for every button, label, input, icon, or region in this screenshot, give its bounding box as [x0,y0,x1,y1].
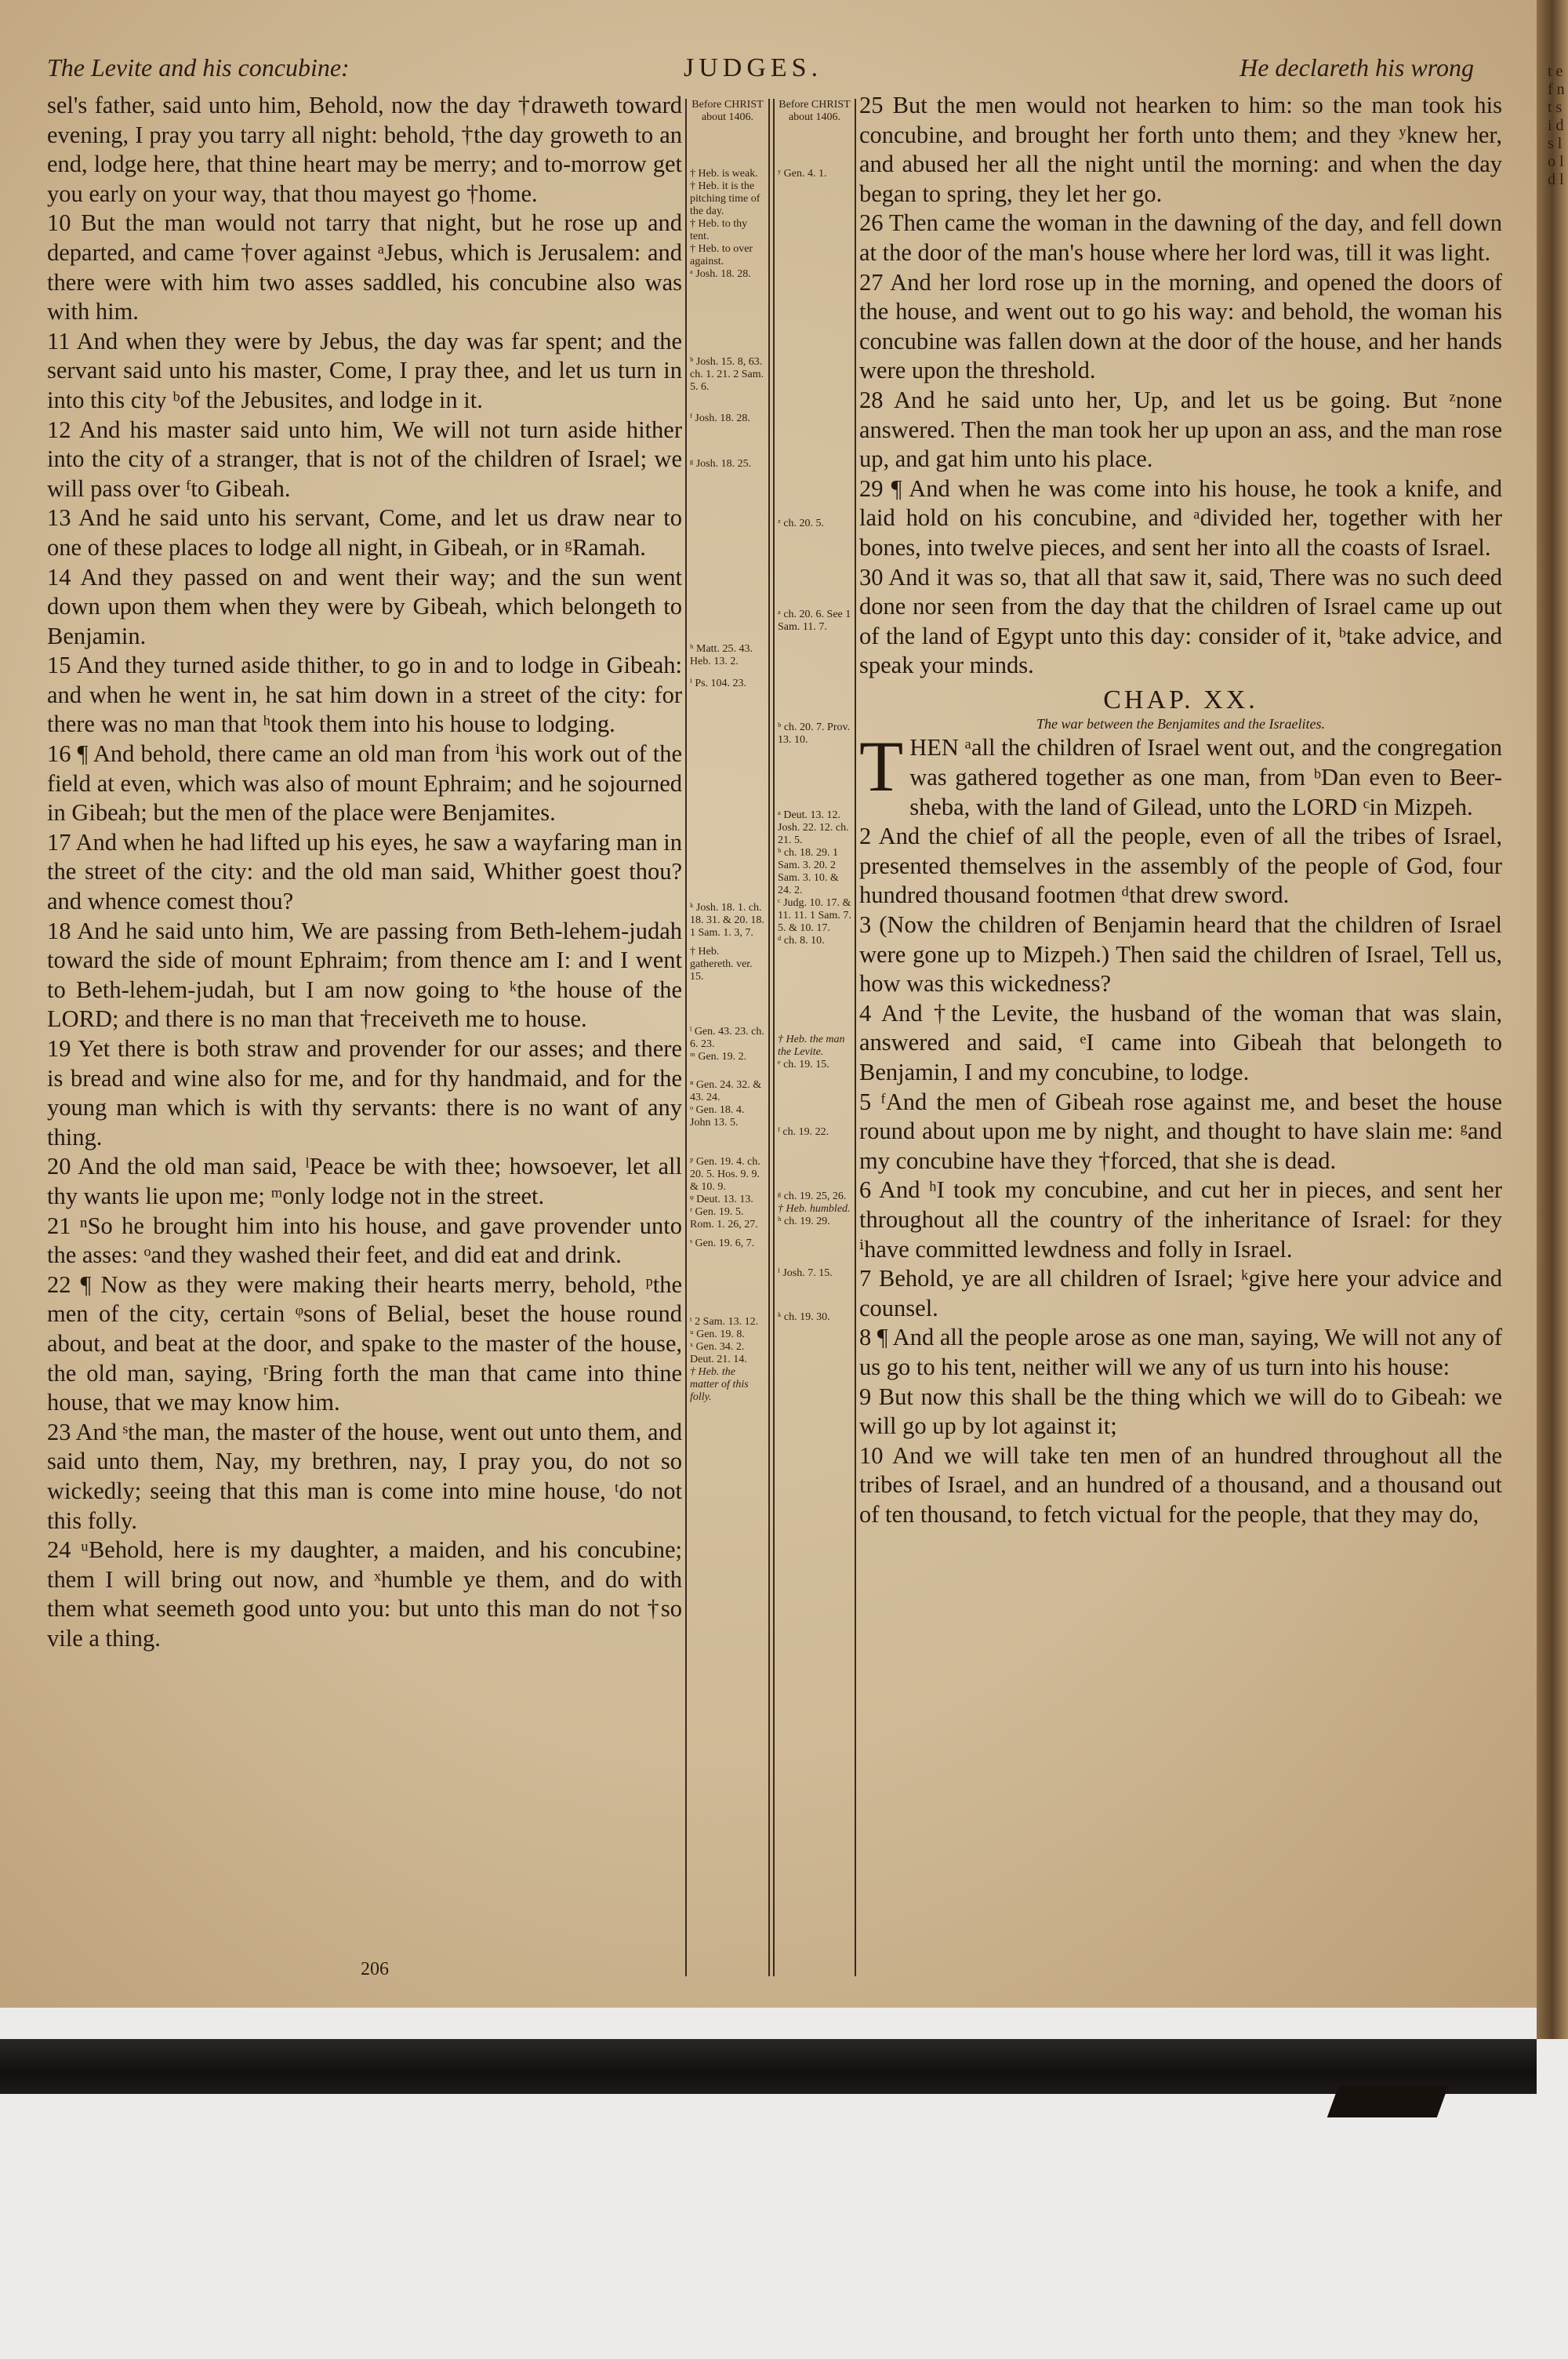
verse-text: 13 And he said unto his servant, Come, and let us draw near to one of these places to lodge all night, in Gibeah, or in ᵍRamah. [47,504,682,561]
verse-text: 10 And we will take ten men of an hundred throughout all the tribes of Israel, and an hundred of a thousand, and a thousand out of ten thousand, to fetch victual for the people, that they may do, [859,1441,1502,1528]
verse-text: 17 And when he had lifted up his eyes, he saw a wayfaring man in the street of the city: and the old man said, Whither goest thou? and whence comest thou? [47,828,682,915]
drop-cap: T [859,726,904,807]
margin-note: ʸ Gen. 4. 1. [778,168,827,180]
page-number: 206 [361,1959,389,1979]
margin-note: ᵍ ch. 19. 25, 26. [778,1190,847,1202]
verse-text: 12 And his master said unto him, We will not turn aside hither into the city of a stranger, that is not of the children of Israel; we will pass over ᶠto Gibeah. [47,416,682,502]
margin-note: ⁿ Gen. 24. 32. & 43. 24. [690,1079,762,1103]
margin-note: ᶜ Judg. 10. 17. & 11. 11. 1 Sam. 7. 5. & 10. 17. [778,897,851,934]
margin-notes-left [690,168,765,1404]
margin-note: † Heb. to thy tent. [690,218,748,242]
margin-note: ˢ Gen. 19. 6, 7. [690,1238,755,1249]
margin-rule [773,99,775,1976]
margin-note: ᵃ Deut. 13. 12. Josh. 22. 12. ch. 21. 5. [778,809,849,846]
margin-note: ᵠ Deut. 13. 13. [690,1194,753,1205]
margin-note: ᵐ Gen. 19. 2. [690,1051,747,1063]
verse-text: 16 ¶ And behold, there came an old man from ⁱhis work out of the field at even, which was also of mount Ephraim; and he sojourned in Gibeah; but the men of the place were Benjamites. [47,740,682,827]
margin-note: ᵖ Gen. 19. 4. ch. 20. 5. Hos. 9. 9. & 10. 9. [690,1156,760,1193]
running-header-left: The Levite and his concubine: [47,53,350,82]
edge-text: t e f n t s i d s l o l d l [1548,63,1565,188]
verse-text: 11 And when they were by Jebus, the day was far spent; and the servant said unto his master, Come, I pray thee, and let us turn in into this city ᵇof the Jebusites, and lodge in it. [47,327,682,413]
verse-text: 28 And he said unto her, Up, and let us be going. But ᶻnone answered. Then the man took her up upon an ass, and the man rose up, and gat him unto his place. [859,386,1502,473]
verse-text: 29 ¶ And when he was come into his house, he took a knife, and laid hold on his concubine, and ᵃdivided her, together with her bones, into twelve pieces, and sent her into all the coasts of Israel. [859,474,1502,561]
margin-note: ᵈ ch. 8. 10. [778,935,825,947]
margin-note: ᵇ ch. 20. 7. Prov. 13. 10. [778,722,851,746]
chapter-first-verse [859,726,1502,822]
margin-note: † Heb. humbled. [778,1203,851,1215]
margin-note: ᵇ ch. 18. 29. 1 Sam. 3. 20. 2 Sam. 3. 10. & 24. 2. [778,847,839,896]
adjacent-page-edge [1537,0,1568,2039]
margin-note: † Heb. the man the Levite. [778,1034,845,1058]
verse-text: 3 (Now the children of Benjamin heard that the children of Israel were gone up to Mizpeh.) Then said the children of Israel, Tell us, how was this wickedness? [859,911,1502,998]
margin-heading-left: Before CHRIST about 1406. [691,99,764,123]
verse-text: 19 Yet there is both straw and provender for our asses; and there is bread and wine also for me, and for thy handmaid, and for the young man which is with thy servants: there is no want of any thing. [47,1035,682,1150]
verse-text: 26 Then came the woman in the dawning of the day, and fell down at the door of the man's house where her lord was, till it was light. [859,209,1502,266]
margin-note: ᶠ ch. 19. 22. [778,1126,829,1138]
left-text-column [47,91,682,1653]
margin-note: ᵗ 2 Sam. 13. 12. [690,1316,759,1328]
verse-text: 7 Behold, ye are all children of Israel; ᵏgive here your advice and counsel. [859,1265,1502,1321]
margin-note: † Heb. gathereth. ver. 15. [690,946,753,983]
margin-note: ᵉ ch. 19. 15. [778,1059,829,1070]
margin-note: ᵃ Josh. 18. 28. [690,268,751,280]
margin-note: ᶠ Josh. 18. 28. [690,413,750,424]
verse-text: 4 And †the Levite, the husband of the woman that was slain, answered and said, ᵉI came into Gibeah that belongeth to Benjamin, I and my concubine, to lodge. [859,999,1502,1085]
margin-note: ᵏ ch. 19. 30. [778,1311,830,1323]
margin-note: † Heb. to over against. [690,243,753,267]
margin-note: ᵘ Gen. 19. 8. [690,1329,745,1340]
margin-note: ˣ Gen. 34. 2. Deut. 21. 14. [690,1341,747,1365]
verse-text: HEN ᵃall the children of Israel went out, and the congregation was gathered together as one man, from ᵇDan even to Beer-sheba, with the land of Gilead, unto the LORD ᶜin Mizpeh. [909,734,1502,820]
margin-note: ᶻ ch. 20. 5. [778,518,825,529]
margin-note: † Heb. the matter of this folly. [690,1366,749,1403]
verse-text: 20 And the old man said, ˡPeace be with thee; howsoever, let all thy wants lie upon me; ᵐonly lodge not in the street. [47,1153,682,1209]
verse-text: 25 But the men would not hearken to him: so the man took his concubine, and brought her forth unto them; and they ʸknew her, and abused her all the night until the morning: and when the day began to spring, they let her go. [859,92,1502,207]
margin-note: ᵍ Josh. 18. 25. [690,458,752,470]
verse-text: 5 ᶠAnd the men of Gibeah rose against me, and beset the house round about upon me by night, and thought to have slain me: ᵍand my concubine have they †forced, that she is dead. [859,1088,1502,1174]
chapter-summary: The war between the Benjamites and the Israelites. [1036,716,1325,732]
verse-text: 27 And her lord rose up in the morning, and opened the doors of the house, and went out to go his way: and behold, the woman his concubine was fallen down at the door of the house, and her hands were upon the threshold. [859,268,1502,384]
running-header-right: He declareth his wrong [1240,53,1474,82]
book-cover-edge [0,2039,1537,2094]
margin-note: ʰ Matt. 25. 43. Heb. 13. 2. [690,643,753,667]
verse-text: 15 And they turned aside thither, to go in and to lodge in Gibeah: and when he went in, he sat him down in a street of the city: for there was no man that ʰtook them into his house to lodging. [47,652,682,738]
margin-note: ˡ Gen. 43. 23. ch. 6. 23. [690,1026,764,1050]
verse-text: 18 And he said unto him, We are passing from Beth-lehem-judah toward the side of mount Ephraim; from thence am I: and I went to Beth-lehem-judah, but I am now going to ᵏthe house of the LORD; and there is no man that †receiveth me to house. [47,917,682,1033]
margin-note: ⁱ Ps. 104. 23. [690,678,747,689]
cover-corner [1327,2086,1449,2117]
verse-text: sel's father, said unto him, Behold, now the day †draweth toward evening, I pray you tarry all night: behold, †the day groweth to an end, lodge here, that thine heart may be merry; and to-morrow get you early on your way, that thou mayest go †home. [47,92,682,207]
margin-rule [768,99,770,1976]
running-header-book: JUDGES. [684,53,823,82]
verse-text: 21 ⁿSo he brought him into his house, and gave provender unto the asses: ᵒand they washed their feet, and did eat and drink. [47,1212,682,1269]
margin-notes-right [778,168,851,1324]
verse-text: 14 And they passed on and went their way; and the sun went down upon them when they were by Gibeah, which belongeth to Benjamin. [47,563,682,649]
margin-note: ʳ Gen. 19. 5. Rom. 1. 26, 27. [690,1206,758,1230]
verse-text: 23 And ˢthe man, the master of the house, went out unto them, and said unto them, Nay, my brethren, nay, I pray you, do not so wickedly; seeing that this man is come into mine house, ᵗdo not this folly. [47,1418,682,1534]
margin-note: ʰ ch. 19. 29. [778,1216,830,1227]
margin-note: ᵒ Gen. 18. 4. John 13. 5. [690,1104,745,1129]
verse-text: 6 And ʰI took my concubine, and cut her in pieces, and sent her throughout all the country of the inheritance of Israel: for they ⁱhave committed lewdness and folly in Israel. [859,1176,1502,1263]
verse-text: 9 But now this shall be the thing which we will do to Gibeah: we will go up by lot against it; [859,1383,1502,1440]
verse-text: 10 But the man would not tarry that night, but he rose up and departed, and came †over against ᵃJebus, which is Jerusalem: and there were with him two asses saddled, his concubine also was with him. [47,209,682,325]
margin-note: ⁱ Josh. 7. 15. [778,1267,833,1279]
chapter-heading: CHAP. XX. [1103,685,1258,714]
verse-text: 2 And the chief of all the people, even of all the tribes of Israel, presented themselves in the assembly of the people of God, four hundred thousand footmen ᵈthat drew sword. [859,823,1502,909]
margin-rule [855,99,856,1976]
margin-note: ᵃ ch. 20. 6. See 1 Sam. 11. 7. [778,609,851,633]
margin-note: ᵏ Josh. 18. 1. ch. 18. 31. & 20. 18. 1 Sam. 1. 3, 7. [690,902,764,939]
margin-rule [685,99,687,1976]
margin-heading-right: Before CHRIST about 1406. [779,99,851,123]
verse-text: 8 ¶ And all the people arose as one man, saying, We will not any of us go to his tent, neither will we any of us turn into his house: [859,1324,1502,1380]
verse-text: 30 And it was so, that all that saw it, said, There was no such deed done nor seen from the day that the children of Israel came up out of the land of Egypt unto this day: consider of it, ᵇtake advice, and speak your minds. [859,563,1502,679]
verse-text: 24 ᵘBehold, here is my daughter, a maiden, and his concubine; them I will bring out now, and ˣhumble ye them, and do with them what seemeth good unto you: but unto this man do not †so vile a thing. [47,1536,682,1652]
margin-note: † Heb. it is the pitching time of the day. [690,180,760,217]
margin-note: † Heb. is weak. [690,168,758,180]
verse-text: 22 ¶ Now as they were making their hearts merry, behold, ᵖthe men of the city, certain ᵠsons of Belial, beset the house round about, and beat at the door, and spake to the master of the house, the old man, saying, ʳBring forth the man that came into thine house, that we may know him. [47,1270,682,1416]
right-text-column [859,91,1502,1530]
margin-note: ᵇ Josh. 15. 8, 63. ch. 1. 21. 2 Sam. 5. 6. [690,356,764,393]
